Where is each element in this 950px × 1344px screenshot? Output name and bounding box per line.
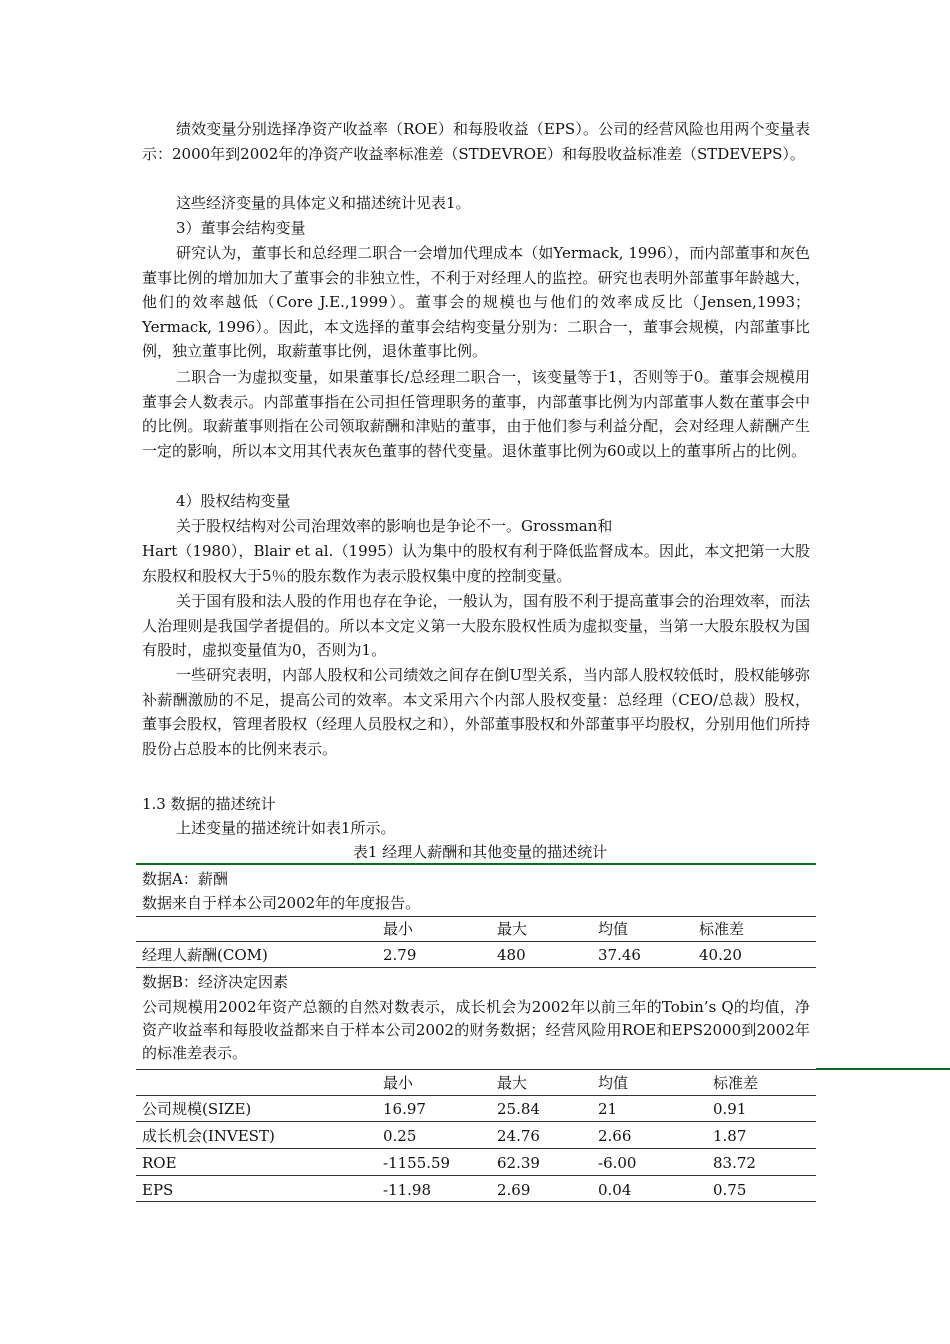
row-rule <box>136 1175 816 1176</box>
panel-b-header-rule <box>136 1069 816 1070</box>
paragraph-board-research: 研究认为，董事长和总经理二职合一会增加代理成本（如Yermack, 1996），而内部董事和灰色董事比例的增加加大了董事会的非独立性，不利于对经理人的监控。研究也表明外部董事年龄越大，他们的效率越低（Core J.E.,1999）。董事会的规模也与他们的效率成反比（Jensen,1993；Yermack, 1996）。因此，本文选择的董事会结构变量分别为：二职合一，董事会规模，内部董事比例，独立董事比例，取薪董事比例，退休董事比例。 <box>142 244 810 361</box>
col-header-max: 最大 <box>497 1074 528 1092</box>
cell-mean: 0.04 <box>598 1181 632 1199</box>
row-label: ROE <box>142 1154 177 1172</box>
cell-min: -1155.59 <box>383 1154 451 1172</box>
col-header-std: 标准差 <box>699 920 745 938</box>
cell-mean: 21 <box>598 1100 618 1118</box>
panel-a-subheader-rule <box>136 941 816 942</box>
paragraph-state-ownership: 关于国有股和法人股的作用也存在争论，一般认为，国有股不利于提高董事会的治理效率，而法人治理则是我国学者提倡的。所以本文定义第一大股东股权性质为虚拟变量，当第一大股东股权为国有股时，虚拟变量值为0，否则为1。 <box>142 592 810 660</box>
row-label: 成长机会(INVEST) <box>142 1127 275 1145</box>
cell-mean: -6.00 <box>598 1154 637 1172</box>
cell-max: 24.76 <box>497 1127 540 1145</box>
panel-a-title: 数据A：薪酬 <box>142 870 228 888</box>
heading-board-structure: 3）董事会结构变量 <box>176 219 306 237</box>
cell-std: 40.20 <box>699 946 742 964</box>
row-label: 公司规模(SIZE) <box>142 1100 252 1118</box>
col-header-max: 最大 <box>497 920 528 938</box>
cell-mean: 2.66 <box>598 1127 632 1145</box>
cell-std: 0.75 <box>713 1181 747 1199</box>
col-header-mean: 均值 <box>598 920 629 938</box>
cell-std: 1.87 <box>713 1127 747 1145</box>
section-heading-descriptive-statistics: 1.3 数据的描述统计 <box>142 795 276 813</box>
paragraph-ownership-debate-line1: 关于股权结构对公司治理效率的影响也是争论不一。Grossman和 <box>176 517 613 535</box>
cell-min: -11.98 <box>383 1181 432 1199</box>
row-rule <box>136 1121 816 1122</box>
table-caption: 表1 经理人薪酬和其他变量的描述统计 <box>352 843 608 861</box>
row-rule <box>136 1148 816 1149</box>
panel-b-note: 公司规模用2002年资产总额的自然对数表示，成长机会为2002年以前三年的Tobin’s Q的均值，净资产收益率和每股收益都来自于样本公司2002的财务数据；经营风险用ROE和EPS2000到2002年的标准差表示。 <box>142 998 810 1062</box>
paragraph-ownership-concentration: Hart（1980），Blair et al.（1995）认为集中的股权有利于降低监督成本。因此，本文把第一大股东股权和股权大于5％的股东数作为表示股权集中度的控制变量。 <box>142 542 810 585</box>
col-header-mean: 均值 <box>598 1074 629 1092</box>
cell-min: 0.25 <box>383 1127 417 1145</box>
cell-mean: 37.46 <box>598 946 641 964</box>
table-top-rule <box>136 863 816 865</box>
heading-ownership-structure: 4）股权结构变量 <box>176 492 291 510</box>
panel-a-bottom-rule <box>136 967 816 968</box>
cell-std: 0.91 <box>713 1100 747 1118</box>
col-header-min: 最小 <box>383 920 414 938</box>
paragraph-insider-ownership: 一些研究表明，内部人股权和公司绩效之间存在倒U型关系，当内部人股权较低时，股权能够弥补薪酬激励的不足，提高公司的效率。本文采用六个内部人股权变量：总经理（CEO/总裁）股权，董事会股权，管理者股权（经理人员股权之和），外部董事股权和外部董事平均股权，分别用他们所持股份占总股本的比例来表示。 <box>142 666 810 758</box>
paragraph-board-variables: 二职合一为虚拟变量，如果董事长/总经理二职合一，该变量等于1，否则等于0。董事会规模用董事会人数表示。内部董事指在公司担任管理职务的董事，内部董事比例为内部董事人数在董事会中的比例。取薪董事则指在公司领取薪酬和津贴的董事，由于他们参与利益分配，会对经理人薪酬产生一定的影响，所以本文用其代表灰色董事的替代变量。退休董事比例为60或以上的董事所占的比例。 <box>142 368 810 460</box>
cell-min: 16.97 <box>383 1100 426 1118</box>
row-label: 经理人薪酬(COM) <box>142 946 268 964</box>
col-header-min: 最小 <box>383 1074 414 1092</box>
cell-std: 83.72 <box>713 1154 756 1172</box>
cell-min: 2.79 <box>383 946 417 964</box>
table-bottom-rule <box>136 1201 816 1202</box>
paragraph-performance-variables: 绩效变量分别选择净资产收益率（ROE）和每股收益（EPS）。公司的经营风险也用两个变量表示：2000年到2002年的净资产收益率标准差（STDEVROE）和每股收益标准差（STDEVEPS）。 <box>142 120 810 163</box>
panel-a-note: 数据来自于样本公司2002年的年度报告。 <box>142 894 421 912</box>
cell-max: 25.84 <box>497 1100 540 1118</box>
panel-b-title: 数据B：经济决定因素 <box>142 973 289 991</box>
cell-max: 62.39 <box>497 1154 540 1172</box>
panel-b-subheader-rule <box>136 1095 816 1096</box>
col-header-std: 标准差 <box>713 1074 759 1092</box>
row-label: EPS <box>142 1181 174 1199</box>
panel-b-accent-rule <box>816 1068 950 1070</box>
paragraph-table-intro: 上述变量的描述统计如表1所示。 <box>176 819 396 837</box>
cell-max: 2.69 <box>497 1181 531 1199</box>
panel-a-header-rule <box>136 916 816 917</box>
paragraph-variable-definitions: 这些经济变量的具体定义和描述统计见表1。 <box>176 194 471 212</box>
cell-max: 480 <box>497 946 526 964</box>
